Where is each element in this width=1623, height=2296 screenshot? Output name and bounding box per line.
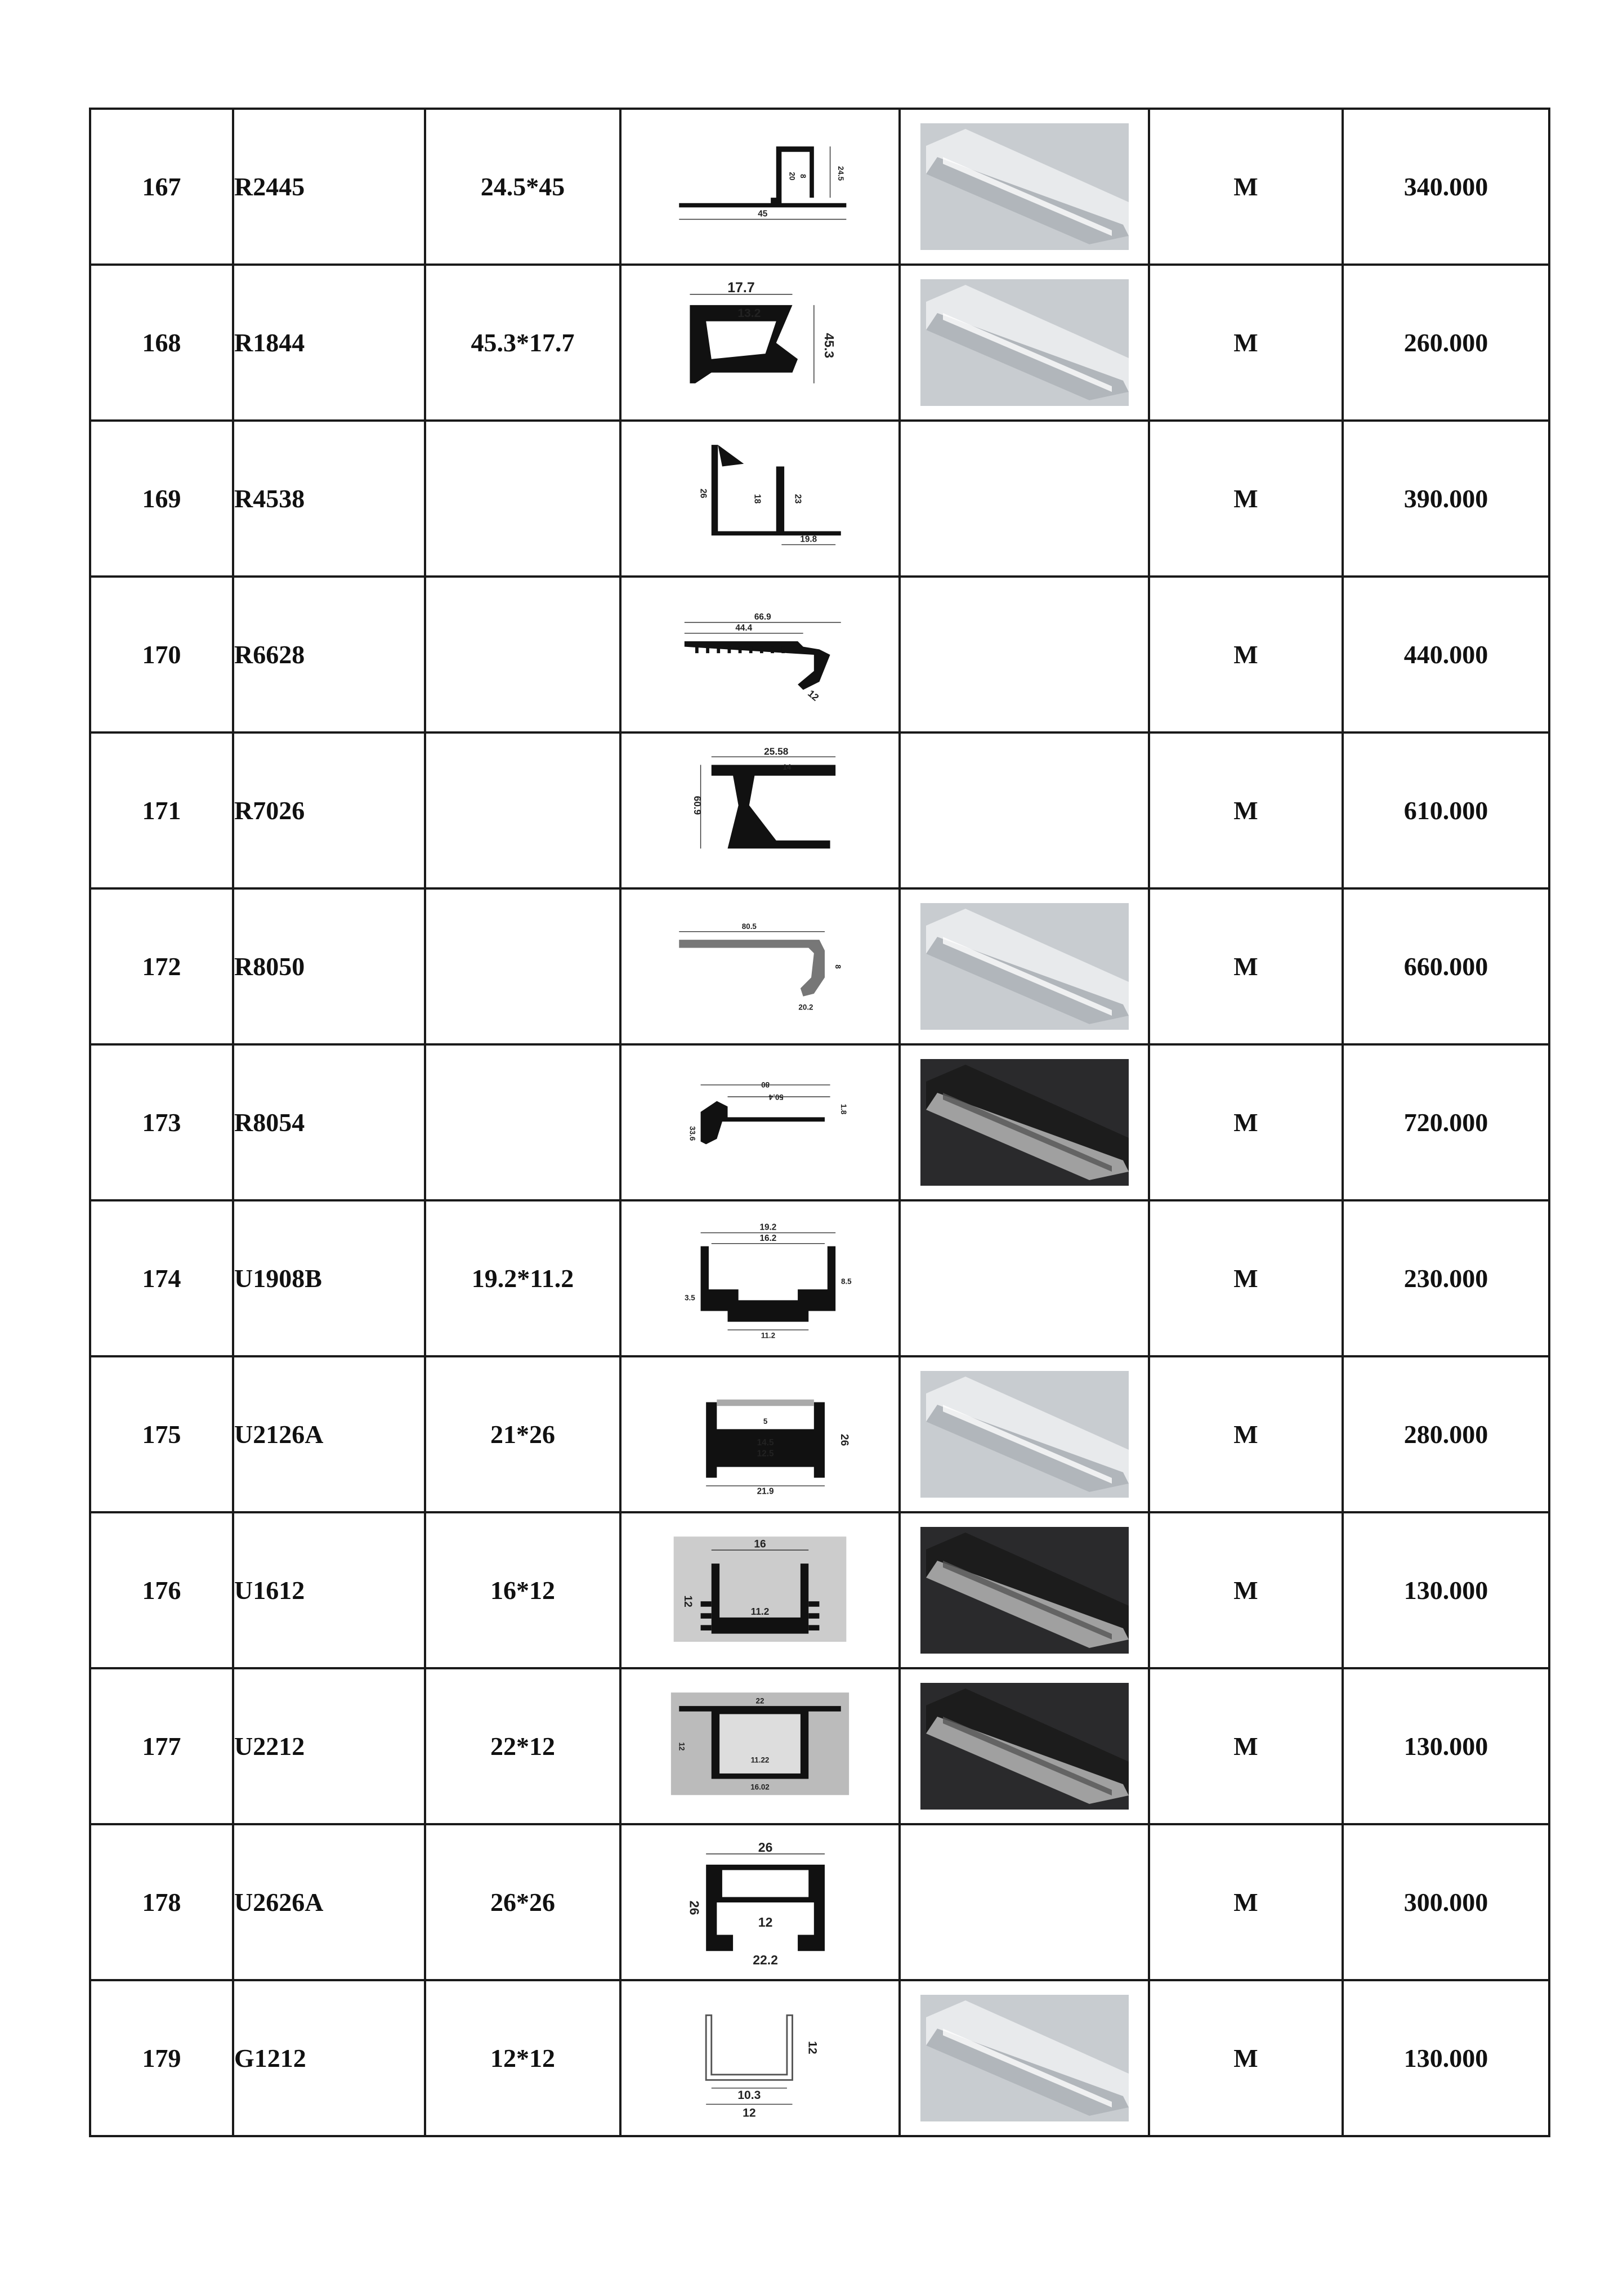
product-photo-cell bbox=[900, 1200, 1149, 1356]
model-code: R6628 bbox=[233, 577, 425, 732]
price-value: 610.000 bbox=[1343, 732, 1549, 888]
dimension-label: 12.5 bbox=[757, 1448, 774, 1458]
product-photo bbox=[920, 903, 1129, 1030]
product-photo bbox=[920, 1527, 1129, 1654]
model-code: U1612 bbox=[233, 1512, 425, 1668]
dimension-label: 22 bbox=[755, 1696, 764, 1705]
price-value: 340.000 bbox=[1343, 109, 1549, 265]
dimension-label: 66.9 bbox=[754, 612, 771, 622]
dimension-label: 11.22 bbox=[750, 1755, 770, 1765]
product-photo-cell bbox=[900, 1980, 1149, 2136]
dimension-label: 26 bbox=[758, 1839, 773, 1855]
unit-label: M bbox=[1149, 421, 1343, 577]
dimension-label: 14.5 bbox=[757, 1437, 774, 1448]
dimension-label: 19.2 bbox=[759, 1222, 777, 1232]
profile-drawing bbox=[664, 278, 856, 408]
product-photo-cell bbox=[900, 1356, 1149, 1512]
row-number: 174 bbox=[90, 1200, 233, 1356]
price-value: 390.000 bbox=[1343, 421, 1549, 577]
dimension-label: 8 bbox=[834, 964, 843, 969]
model-code: U2626A bbox=[233, 1824, 425, 1980]
price-value: 440.000 bbox=[1343, 577, 1549, 732]
product-table bbox=[89, 108, 1550, 2137]
profile-size: 22*12 bbox=[425, 1668, 620, 1824]
price-value: 720.000 bbox=[1343, 1044, 1549, 1200]
profile-drawing bbox=[664, 746, 856, 875]
profile-drawing-cell bbox=[620, 1044, 900, 1200]
profile-drawing bbox=[664, 1526, 856, 1655]
profile-drawing bbox=[664, 1994, 856, 2123]
row-number: 169 bbox=[90, 421, 233, 577]
unit-label: M bbox=[1149, 1044, 1343, 1200]
price-value: 280.000 bbox=[1343, 1356, 1549, 1512]
unit-label: M bbox=[1149, 577, 1343, 732]
dimension-label: 12 bbox=[743, 2106, 756, 2119]
dimension-label: 14 bbox=[783, 762, 792, 771]
unit-label: M bbox=[1149, 888, 1343, 1044]
dimension-label: 19.8 bbox=[800, 534, 817, 544]
dimension-label: 12 bbox=[677, 1742, 686, 1750]
row-number: 177 bbox=[90, 1668, 233, 1824]
dimension-label: 1.8 bbox=[839, 1104, 848, 1114]
table-row bbox=[90, 732, 1549, 888]
unit-label: M bbox=[1149, 1200, 1343, 1356]
price-value: 230.000 bbox=[1343, 1200, 1549, 1356]
dimension-label: 12 bbox=[806, 2040, 819, 2054]
row-number: 170 bbox=[90, 577, 233, 732]
dimension-label: 11.2 bbox=[750, 1605, 770, 1617]
table-row bbox=[90, 265, 1549, 421]
price-value: 300.000 bbox=[1343, 1824, 1549, 1980]
dimension-label: 12 bbox=[681, 1595, 694, 1607]
profile-drawing-cell bbox=[620, 1980, 900, 2136]
dimension-label: 80 bbox=[761, 1080, 770, 1089]
profile-drawing-cell bbox=[620, 1356, 900, 1512]
model-code: U2126A bbox=[233, 1356, 425, 1512]
table-row bbox=[90, 421, 1549, 577]
table-row bbox=[90, 888, 1549, 1044]
profile-drawing-cell bbox=[620, 1668, 900, 1824]
price-value: 660.000 bbox=[1343, 888, 1549, 1044]
dimension-label: 13.2 bbox=[737, 306, 761, 320]
unit-label: M bbox=[1149, 732, 1343, 888]
dimension-label: 3.5 bbox=[685, 1293, 695, 1302]
dimension-label: 5 bbox=[763, 1417, 768, 1426]
product-photo-cell bbox=[900, 1512, 1149, 1668]
dimension-label: 16.2 bbox=[759, 1233, 777, 1243]
profile-drawing-cell bbox=[620, 1824, 900, 1980]
model-code: G1212 bbox=[233, 1980, 425, 2136]
dimension-label: 33.6 bbox=[688, 1125, 697, 1141]
profile-size bbox=[425, 888, 620, 1044]
profile-size: 45.3*17.7 bbox=[425, 265, 620, 421]
dimension-label: 12 bbox=[806, 687, 821, 703]
profile-size: 19.2*11.2 bbox=[425, 1200, 620, 1356]
product-photo-cell bbox=[900, 732, 1149, 888]
dimension-label: 22.2 bbox=[753, 1952, 778, 1967]
profile-drawing bbox=[664, 1682, 856, 1811]
row-number: 171 bbox=[90, 732, 233, 888]
profile-drawing-cell bbox=[620, 577, 900, 732]
dimension-label: 24.5 bbox=[836, 166, 845, 181]
product-photo-cell bbox=[900, 1044, 1149, 1200]
profile-drawing-cell bbox=[620, 265, 900, 421]
unit-label: M bbox=[1149, 1668, 1343, 1824]
profile-size bbox=[425, 421, 620, 577]
row-number: 176 bbox=[90, 1512, 233, 1668]
profile-drawing-cell bbox=[620, 421, 900, 577]
product-photo bbox=[920, 1683, 1129, 1810]
model-code: R8050 bbox=[233, 888, 425, 1044]
dimension-label: 11.2 bbox=[761, 1330, 776, 1339]
product-photo-cell bbox=[900, 577, 1149, 732]
dimension-label: 20.2 bbox=[798, 1003, 813, 1012]
dimension-label: 16 bbox=[754, 1538, 766, 1550]
profile-drawing bbox=[664, 590, 856, 720]
profile-drawing-cell bbox=[620, 1512, 900, 1668]
dimension-label: 8 bbox=[798, 173, 807, 178]
profile-size: 26*26 bbox=[425, 1824, 620, 1980]
profile-size: 21*26 bbox=[425, 1356, 620, 1512]
unit-label: M bbox=[1149, 1824, 1343, 1980]
table-row bbox=[90, 1200, 1549, 1356]
dimension-label: 26 bbox=[687, 1900, 702, 1915]
dimension-label: 17.7 bbox=[727, 279, 755, 296]
row-number: 172 bbox=[90, 888, 233, 1044]
profile-drawing-cell bbox=[620, 732, 900, 888]
product-photo bbox=[920, 1995, 1129, 2121]
product-photo bbox=[920, 279, 1129, 406]
table-row bbox=[90, 1824, 1549, 1980]
profile-drawing bbox=[664, 902, 856, 1031]
price-value: 130.000 bbox=[1343, 1668, 1549, 1824]
unit-label: M bbox=[1149, 265, 1343, 421]
table-row bbox=[90, 1512, 1549, 1668]
model-code: R2445 bbox=[233, 109, 425, 265]
profile-drawing bbox=[664, 434, 856, 564]
product-photo-cell bbox=[900, 265, 1149, 421]
dimension-label: 26 bbox=[838, 1433, 850, 1446]
profile-size bbox=[425, 577, 620, 732]
dimension-label: 8.5 bbox=[841, 1277, 852, 1286]
unit-label: M bbox=[1149, 1980, 1343, 2136]
dimension-label: 60.9 bbox=[692, 796, 704, 815]
product-photo-cell bbox=[900, 109, 1149, 265]
dimension-label: 16.02 bbox=[750, 1783, 770, 1792]
model-code: R1844 bbox=[233, 265, 425, 421]
dimension-label: 10.3 bbox=[737, 2088, 761, 2102]
product-photo bbox=[920, 123, 1129, 250]
dimension-label: 80.5 bbox=[741, 922, 757, 931]
table-row bbox=[90, 577, 1549, 732]
profile-size bbox=[425, 1044, 620, 1200]
profile-drawing-cell bbox=[620, 109, 900, 265]
table-row bbox=[90, 1668, 1549, 1824]
model-code: R4538 bbox=[233, 421, 425, 577]
dimension-label: 20 bbox=[788, 171, 797, 180]
row-number: 173 bbox=[90, 1044, 233, 1200]
product-photo-cell bbox=[900, 1668, 1149, 1824]
table-row bbox=[90, 1044, 1549, 1200]
profile-size: 16*12 bbox=[425, 1512, 620, 1668]
profile-drawing bbox=[664, 1370, 856, 1499]
profile-drawing bbox=[664, 1214, 856, 1343]
row-number: 179 bbox=[90, 1980, 233, 2136]
profile-drawing bbox=[664, 1058, 856, 1187]
profile-size: 12*12 bbox=[425, 1980, 620, 2136]
dimension-label: 25.58 bbox=[764, 745, 789, 757]
dimension-label: 45.3 bbox=[822, 332, 837, 358]
profile-size: 24.5*45 bbox=[425, 109, 620, 265]
price-value: 260.000 bbox=[1343, 265, 1549, 421]
price-value: 130.000 bbox=[1343, 1512, 1549, 1668]
price-value: 130.000 bbox=[1343, 1980, 1549, 2136]
product-photo-cell bbox=[900, 1824, 1149, 1980]
unit-label: M bbox=[1149, 1356, 1343, 1512]
model-code: U1908B bbox=[233, 1200, 425, 1356]
product-photo bbox=[920, 1059, 1129, 1186]
model-code: R7026 bbox=[233, 732, 425, 888]
dimension-label: 26 bbox=[698, 488, 708, 498]
row-number: 167 bbox=[90, 109, 233, 265]
profile-size bbox=[425, 732, 620, 888]
product-photo-cell bbox=[900, 888, 1149, 1044]
table-row bbox=[90, 109, 1549, 265]
row-number: 168 bbox=[90, 265, 233, 421]
row-number: 175 bbox=[90, 1356, 233, 1512]
table-row bbox=[90, 1356, 1549, 1512]
dimension-label: 45 bbox=[758, 209, 768, 219]
dimension-label: 44.4 bbox=[735, 623, 753, 633]
table-row bbox=[90, 1980, 1549, 2136]
profile-drawing-cell bbox=[620, 888, 900, 1044]
profile-drawing-cell bbox=[620, 1200, 900, 1356]
dimension-label: 12 bbox=[758, 1914, 773, 1929]
product-photo bbox=[920, 1371, 1129, 1498]
profile-drawing bbox=[664, 122, 856, 252]
dimension-label: 21.9 bbox=[757, 1486, 774, 1496]
profile-drawing bbox=[664, 1838, 856, 1967]
dimension-label: 50.4 bbox=[768, 1092, 784, 1101]
dimension-label: 23 bbox=[793, 493, 803, 504]
product-photo-cell bbox=[900, 421, 1149, 577]
row-number: 178 bbox=[90, 1824, 233, 1980]
dimension-label: 18 bbox=[752, 493, 762, 504]
unit-label: M bbox=[1149, 109, 1343, 265]
unit-label: M bbox=[1149, 1512, 1343, 1668]
model-code: U2212 bbox=[233, 1668, 425, 1824]
model-code: R8054 bbox=[233, 1044, 425, 1200]
